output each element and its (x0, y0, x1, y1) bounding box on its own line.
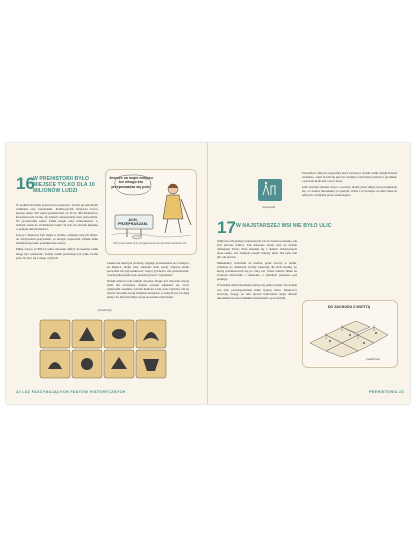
left-column-2 (107, 261, 189, 301)
paragraph: Prawdziwe odkrycie zapewniły kości zwierząt i resztki roślin, dzięki którym wiadomo, czym żywili się pierwsi osadnicy. Uprawiali pszenicę i jęczmień, a ponadto hodowali owce i kozy. (302, 171, 397, 184)
book-spread (6, 143, 410, 404)
page-footer-right: PREHISTORIA 23 (369, 390, 404, 394)
sketch-label: metropolia (262, 205, 276, 209)
paragraph: W prehistorii ludzie polowali na zwierzęta i żywili się zebranymi roślinami oraz korzeniami. Prehistoryczni zbieracze łowcy (Grupa około 100 osób) potrzebowali od 30 do 300 kilometrów kwadratowych terenu, by znaleźć odpowiednią ilość pożywienia. Na powierzchni lądów Ziemi mogło więc zamieszkiwać w tamtym czasie do 10 milionów ludzi. To tyle, ile obecnie mieszka w jednym dużym mieście. (16, 203, 98, 232)
village-caption: DO ZACHODU Z WIZYTĄ (327, 305, 371, 309)
right-column-1 (217, 239, 297, 302)
teal-sketch-illustration (258, 179, 282, 201)
tile-label: przedmioty (98, 308, 112, 312)
cartoon-speech: Jeszcze na mojm miejscu też nikogo kto przeprowadza się pole. (109, 176, 153, 189)
village-tag: Çatalhöyük (366, 357, 380, 361)
paragraph: W każdym domu mieszkała zazwyczaj jedna rodzina. Na terenie wsi żyło prawdopodobnie kilka tysięcy ludzi. Naukowcy zwracają uwagę, że taki sposób budowania mógł chronić mieszkańców przed dzikimi zwierzętami i powodziami. (217, 283, 297, 300)
cartoon-caption: Pierwsza osada była przygotowana na zjawiska kamienia źle (113, 241, 187, 245)
paragraph: Ludzie nie mieli już potrzeby ciągłego przenoszenia się z miejsca na miejsce, mogli więc zakładać stałe osady. Uprawa ziemi pozwoliła im wyprodukować więcej żywności, niż potrzebowali, a nadwyżkę można było przechowywać i wymieniać. (107, 261, 189, 278)
paragraph: Łowcy i zbieracze byli ciągle w drodze, szukając nowych miejsc do zdobywania pożywienia, za którym wędrowali. Dzięki temu zmieniali się także poszukiwane zasoby. (16, 233, 98, 246)
page-gutter (207, 143, 208, 404)
page-footer-left: 22 LUZ FASCYNUJĄCYCH FAKTÓW HISTORYCZNYCH (16, 390, 126, 394)
left-column-1 (16, 203, 98, 262)
fact-number-17: 17 (217, 218, 236, 237)
fact-16-title: W PREHISTORII BYŁO MIEJSCE TYLKO DLA 10 MILIONÓW LUDZI (33, 176, 95, 194)
right-column-2 (302, 171, 397, 199)
paragraph: Mieszkańcy wchodzili do domów przez otwory w dachu, schodząc po drabinach. Dachy stanowiły dla nich ścieżkę, po której przemieszczali się po całej wsi. Wiele domów miało na ścianach malowidła i zdobienia, a zmarłych grzebano pod podłogą. (217, 261, 297, 282)
paragraph: Dzięki temu na tym samym obszarze mogło żyć znacznie więcej ludzi niż wcześniej. Ziemia zaczęła zapełniać się coraz większymi osadami, a liczba ludności rosła coraz szybciej. Od tej chwili człowiek zaczął zmieniać krajobraz, w którym żył, na dużą skalę i do dziś kształtuje swoje otoczenie rolnictwem. (107, 279, 189, 300)
fact-17-title: W NAJSTARSZEJ WSI NIE BYŁO ULIC (236, 223, 332, 229)
tiles-illustration (39, 319, 167, 379)
cartoon-sign: ACH, PRZEPRASZAM. (118, 218, 148, 227)
village-illustration (306, 313, 392, 359)
paragraph: Odkrycie ruin jednej z najstarszych wsi na świecie pokazało, jak żyli pierwsi rolnicy. Tak nazwane osady leżą na terenie dzisiejszej Turcji. Wieś składała się z domów zbudowanych obok siebie, bez żadnych przejść między nimi. Nie było tam ulic ani placów. (217, 239, 297, 260)
paragraph: Mniej więcej 12 000 lat temu człowiek odkrył, że nasiona roślin mogą być zasiewane. Każdy rolnik potrzebuje już tylko trochę pola, by móc się z niego wyżywić. (16, 247, 98, 260)
paragraph: Jedli również zebrane owoce i orzechy. Osady przez długi czas powiększały się, a w końcu mieszkańcy je opuścili. Wiele z tych miejsc do dziś czeka na odkrycie i zbadanie przez archeologów. (302, 185, 397, 198)
fact-number-16: 16 (16, 174, 35, 193)
